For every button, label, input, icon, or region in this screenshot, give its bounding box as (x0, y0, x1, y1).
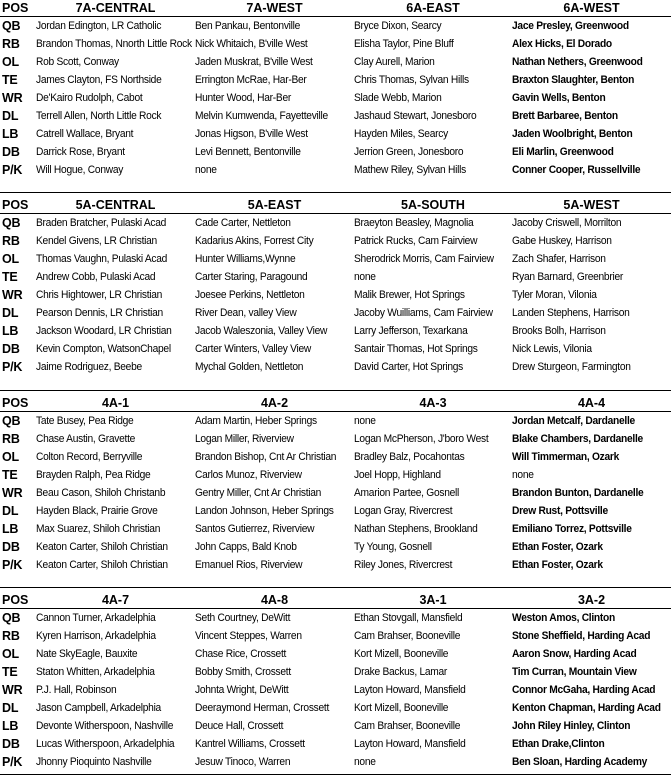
player-cell: David Carter, Hot Springs (354, 361, 464, 373)
position-label: OL (2, 450, 19, 464)
pos-header: POS (2, 593, 29, 607)
position-label: WR (2, 288, 23, 302)
player-cell: John Capps, Bald Knob (195, 541, 297, 553)
player-cell: Jerrion Green, Jonesboro (354, 146, 464, 158)
player-cell: Kort Mizell, Booneville (354, 648, 449, 660)
conference-header: 4A-2 (260, 396, 289, 410)
player-cell: Eli Marlin, Greenwood (512, 146, 614, 158)
position-label: RB (2, 629, 20, 643)
conference-header: 5A-EAST (247, 198, 302, 212)
player-cell: Jaden Muskrat, B'ville West (195, 56, 313, 68)
position-label: RB (2, 432, 20, 446)
position-label: DB (2, 540, 20, 554)
player-cell: Nate SkyEagle, Bauxite (36, 648, 138, 660)
player-cell: Carter Winters, Valley View (195, 343, 312, 355)
player-cell: Ethan Stovgall, Mansfield (354, 612, 463, 624)
player-cell: Cam Brahser, Booneville (354, 630, 461, 642)
player-cell: Kevin Compton, WatsonChapel (36, 343, 171, 355)
section-divider (0, 192, 671, 193)
table-row (0, 107, 671, 125)
player-cell: Jacoby Wuilliams, Cam Fairview (354, 307, 493, 319)
player-cell: Mathew Riley, Sylvan Hills (354, 164, 466, 176)
player-cell: Deuce Hall, Crossett (195, 720, 284, 732)
player-cell: Hunter Williams,Wynne (195, 253, 296, 265)
table-row (0, 520, 671, 538)
player-cell: Pearson Dennis, LR Christian (36, 307, 163, 319)
section-header-row (0, 0, 671, 17)
player-cell: Bradley Balz, Pocahontas (354, 451, 465, 463)
player-cell: Colton Record, Berryville (36, 451, 143, 463)
player-cell: Elisha Taylor, Pine Bluff (354, 38, 454, 50)
conference-header: 4A-1 (101, 396, 130, 410)
table-row (0, 268, 671, 286)
table-row (0, 538, 671, 556)
conference-header: 6A-EAST (406, 1, 460, 15)
player-cell: Will Hogue, Conway (36, 164, 124, 176)
conference-header: 4A-8 (260, 593, 289, 607)
player-cell: Bobby Smith, Crossett (195, 666, 291, 678)
player-cell: Joel Hopp, Highland (354, 469, 441, 481)
section-header-row (0, 394, 671, 412)
player-cell: Jordan Metcalf, Dardanelle (512, 415, 635, 427)
table-row (0, 645, 671, 663)
position-label: P/K (2, 755, 23, 769)
section-divider (0, 587, 671, 588)
player-cell: Layton Howard, Mansfield (354, 738, 466, 750)
player-cell: Gavin Wells, Benton (512, 92, 606, 104)
player-cell: Cam Brahser, Booneville (354, 720, 461, 732)
table-row (0, 304, 671, 322)
position-label: LB (2, 719, 19, 733)
position-label: RB (2, 234, 20, 248)
player-cell: Ben Pankau, Bentonville (195, 20, 301, 32)
position-label: LB (2, 127, 19, 141)
player-cell: Deeraymond Herman, Crossett (195, 702, 330, 714)
player-cell: none (354, 756, 376, 768)
player-cell: Malik Brewer, Hot Springs (354, 289, 465, 301)
conference-header: 4A-4 (577, 396, 606, 410)
player-cell: Amarion Partee, Gosnell (354, 487, 460, 499)
pos-header: POS (2, 396, 29, 410)
table-row (0, 53, 671, 71)
table-row (0, 717, 671, 735)
section-header-row (0, 196, 671, 214)
position-label: OL (2, 252, 19, 266)
player-cell: Brandon Thomas, Nnorth Little Rock (36, 38, 192, 50)
player-cell: Ryan Barnard, Greenbrier (512, 271, 624, 283)
player-cell: Ethan Drake,Clinton (512, 738, 605, 750)
position-label: LB (2, 324, 19, 338)
player-cell: Devonte Witherspoon, Nashville (36, 720, 174, 732)
table-row (0, 412, 671, 430)
player-cell: Chris Thomas, Sylvan Hills (354, 74, 469, 86)
player-cell: Beau Cason, Shiloh Christanb (36, 487, 166, 499)
player-cell: Kyren Harrison, Arkadelphia (36, 630, 156, 642)
section-header-row (0, 591, 671, 609)
player-cell: Sherodrick Morris, Cam Fairview (354, 253, 494, 265)
player-cell: Hayden Black, Prairie Grove (36, 505, 158, 517)
table-row (0, 466, 671, 484)
player-cell: Bryce Dixon, Searcy (354, 20, 442, 32)
player-cell: Gabe Huskey, Harrison (512, 235, 612, 247)
position-label: TE (2, 665, 18, 679)
player-cell: Ben Sloan, Harding Academy (512, 756, 648, 768)
table-row (0, 17, 671, 35)
player-cell: Terrell Allen, North Little Rock (36, 110, 162, 122)
player-cell: Nathan Nethers, Greenwood (512, 56, 643, 68)
player-cell: Emiliano Torrez, Pottsville (512, 523, 632, 535)
player-cell: Adam Martin, Heber Springs (195, 415, 317, 427)
player-cell: Braeyton Beasley, Magnolia (354, 217, 474, 229)
table-row (0, 250, 671, 268)
player-cell: Tate Busey, Pea Ridge (36, 415, 134, 427)
player-cell: Ethan Foster, Ozark (512, 559, 603, 571)
player-cell: Cannon Turner, Arkadelphia (36, 612, 156, 624)
table-row (0, 340, 671, 358)
player-cell: Kendel Givens, LR Christian (36, 235, 157, 247)
player-cell: Jacoby Criswell, Morrilton (512, 217, 622, 229)
conference-header: 3A-2 (577, 593, 606, 607)
player-cell: Stone Sheffield, Harding Acad (512, 630, 651, 642)
position-label: DL (2, 306, 19, 320)
player-cell: Jaden Woolbright, Benton (512, 128, 633, 140)
player-cell: none (354, 271, 376, 283)
position-label: RB (2, 37, 20, 51)
player-cell: James Clayton, FS Northside (36, 74, 162, 86)
conference-header: 3A-1 (419, 593, 447, 607)
player-cell: Errington McRae, Har-Ber (195, 74, 307, 86)
table-row (0, 430, 671, 448)
player-cell: Tim Curran, Mountain View (512, 666, 637, 678)
table-row (0, 663, 671, 681)
player-cell: Clay Aurell, Marion (354, 56, 435, 68)
position-label: TE (2, 468, 18, 482)
player-cell: Jashaud Stewart, Jonesboro (354, 110, 477, 122)
position-label: WR (2, 91, 23, 105)
table-row (0, 214, 671, 232)
position-label: QB (2, 414, 21, 428)
conference-header: 5A-SOUTH (401, 198, 465, 212)
player-cell: Jhonny Pioquinto Nashville (36, 756, 152, 768)
player-cell: Landen Stephens, Harrison (512, 307, 630, 319)
player-cell: Brett Barbaree, Benton (512, 110, 618, 122)
player-cell: Kenton Chapman, Harding Acad (512, 702, 661, 714)
player-cell: Tyler Moran, Vilonia (512, 289, 597, 301)
player-cell: Nick Whitaich, B'ville West (195, 38, 308, 50)
player-cell: Nathan Stephens, Brookland (354, 523, 478, 535)
player-cell: Catrell Wallace, Bryant (36, 128, 134, 140)
player-cell: Kantrel Williams, Crossett (195, 738, 305, 750)
table-row (0, 89, 671, 107)
player-cell: Hayden Miles, Searcy (354, 128, 448, 140)
table-row (0, 448, 671, 466)
player-cell: Drew Rust, Pottsville (512, 505, 608, 517)
player-cell: Andrew Cobb, Pulaski Acad (36, 271, 156, 283)
player-cell: Max Suarez, Shiloh Christian (36, 523, 161, 535)
player-cell: Keaton Carter, Shiloh Christian (36, 559, 168, 571)
player-cell: Jason Campbell, Arkadelphia (36, 702, 161, 714)
player-cell: Conner Cooper, Russellville (512, 164, 641, 176)
player-cell: P.J. Hall, Robinson (36, 684, 117, 696)
player-cell: Brayden Ralph, Pea Ridge (36, 469, 151, 481)
pos-header: POS (2, 1, 29, 15)
pos-header: POS (2, 198, 29, 212)
table-row (0, 753, 671, 771)
player-cell: Drew Sturgeon, Farmington (512, 361, 631, 373)
player-cell: Lucas Witherspoon, Arkadelphia (36, 738, 175, 750)
player-cell: Kort Mizell, Booneville (354, 702, 449, 714)
player-cell: Jacob Waleszonia, Valley View (195, 325, 328, 337)
player-cell: Chase Austin, Gravette (36, 433, 136, 445)
player-cell: none (354, 415, 376, 427)
player-cell: Aaron Snow, Harding Acad (512, 648, 637, 660)
player-cell: Keaton Carter, Shiloh Christian (36, 541, 168, 553)
section-divider (0, 390, 671, 391)
position-label: OL (2, 647, 19, 661)
table-row (0, 322, 671, 340)
player-cell: Brooks Bolh, Harrison (512, 325, 606, 337)
player-cell: Emanuel Rios, Riverview (195, 559, 303, 571)
table-row (0, 35, 671, 53)
player-cell: De'Kairo Rudolph, Cabot (36, 92, 143, 104)
player-cell: John Riley Hinley, Clinton (512, 720, 631, 732)
player-cell: Jackson Woodard, LR Christian (36, 325, 172, 337)
player-cell: Landon Johnson, Heber Springs (195, 505, 334, 517)
player-cell: Layton Howard, Mansfield (354, 684, 466, 696)
position-label: OL (2, 55, 19, 69)
table-row (0, 161, 671, 179)
conference-header: 4A-7 (101, 593, 130, 607)
player-cell: Braxton Slaughter, Benton (512, 74, 635, 86)
player-cell: Joesee Perkins, Nettleton (195, 289, 305, 301)
player-cell: Logan McPherson, J'boro West (354, 433, 489, 445)
player-cell: Staton Whitten, Arkadelphia (36, 666, 155, 678)
player-cell: Braden Bratcher, Pulaski Acad (36, 217, 167, 229)
conference-header: 6A-WEST (563, 1, 620, 15)
player-cell: Jaime Rodriguez, Beebe (36, 361, 142, 373)
table-row (0, 556, 671, 574)
position-label: P/K (2, 163, 23, 177)
position-label: TE (2, 270, 18, 284)
table-row (0, 484, 671, 502)
position-label: LB (2, 522, 19, 536)
player-cell: Chase Rice, Crossett (195, 648, 287, 660)
position-label: DL (2, 701, 19, 715)
player-cell: none (195, 164, 217, 176)
position-label: TE (2, 73, 18, 87)
conference-header: 7A-CENTRAL (75, 1, 156, 15)
conference-header: 4A-3 (419, 396, 447, 410)
table-row (0, 681, 671, 699)
player-cell: Zach Shafer, Harrison (512, 253, 606, 265)
player-cell: Carter Staring, Paragound (195, 271, 308, 283)
position-label: DB (2, 737, 20, 751)
player-cell: Hunter Wood, Har-Ber (195, 92, 292, 104)
player-cell: Alex Hicks, El Dorado (512, 38, 612, 50)
table-row (0, 502, 671, 520)
player-cell: none (512, 469, 534, 481)
player-cell: Nick Lewis, Vilonia (512, 343, 592, 355)
position-label: WR (2, 486, 23, 500)
player-cell: Johnta Wright, DeWitt (195, 684, 289, 696)
position-label: QB (2, 19, 21, 33)
player-cell: Santos Gutierrez, Riverview (195, 523, 315, 535)
player-cell: Brandon Bunton, Dardanelle (512, 487, 644, 499)
table-bottom-border (0, 774, 671, 775)
position-label: WR (2, 683, 23, 697)
player-cell: Jordan Edington, LR Catholic (36, 20, 162, 32)
player-cell: Ethan Foster, Ozark (512, 541, 603, 553)
player-cell: Mychal Golden, Nettleton (195, 361, 304, 373)
player-cell: Cade Carter, Nettleton (195, 217, 291, 229)
player-cell: Darrick Rose, Bryant (36, 146, 125, 158)
player-cell: Slade Webb, Marion (354, 92, 442, 104)
table-row (0, 627, 671, 645)
player-cell: Will Timmerman, Ozark (512, 451, 620, 463)
table-row (0, 735, 671, 753)
player-cell: Logan Gray, Rivercrest (354, 505, 453, 517)
position-label: DB (2, 342, 20, 356)
table-row (0, 143, 671, 161)
player-cell: Santair Thomas, Hot Springs (354, 343, 478, 355)
player-cell: Brandon Bishop, Cnt Ar Christian (195, 451, 337, 463)
player-cell: Thomas Vaughn, Pulaski Acad (36, 253, 168, 265)
position-label: DL (2, 109, 19, 123)
conference-header: 5A-CENTRAL (75, 198, 156, 212)
player-cell: Gentry Miller, Cnt Ar Christian (195, 487, 322, 499)
player-cell: Kadarius Akins, Forrest City (195, 235, 314, 247)
player-cell: Vincent Steppes, Warren (195, 630, 302, 642)
player-cell: Logan Miller, Riverview (195, 433, 294, 445)
player-cell: Rob Scott, Conway (36, 56, 119, 68)
player-cell: Jace Presley, Greenwood (512, 20, 629, 32)
table-row (0, 71, 671, 89)
position-label: P/K (2, 558, 23, 572)
conference-header: 5A-WEST (563, 198, 620, 212)
player-cell: Levi Bennett, Bentonville (195, 146, 301, 158)
table-row (0, 358, 671, 376)
player-cell: River Dean, valley View (195, 307, 297, 319)
table-row (0, 699, 671, 717)
table-row (0, 286, 671, 304)
table-row (0, 125, 671, 143)
player-cell: Jesuw Tinoco, Warren (195, 756, 291, 768)
table-row (0, 232, 671, 250)
position-label: QB (2, 611, 21, 625)
player-cell: Melvin Kumwenda, Fayetteville (195, 110, 328, 122)
player-cell: Seth Courtney, DeWitt (195, 612, 291, 624)
player-cell: Chris Hightower, LR Christian (36, 289, 163, 301)
player-cell: Drake Backus, Lamar (354, 666, 448, 678)
table-row (0, 609, 671, 627)
player-cell: Patrick Rucks, Cam Fairview (354, 235, 478, 247)
player-cell: Riley Jones, Rivercrest (354, 559, 453, 571)
position-label: P/K (2, 360, 23, 374)
player-cell: Ty Young, Gosnell (354, 541, 432, 553)
player-cell: Weston Amos, Clinton (512, 612, 615, 624)
player-cell: Connor McGaha, Harding Acad (512, 684, 656, 696)
player-cell: Carlos Munoz, Riverview (195, 469, 302, 481)
position-label: DL (2, 504, 19, 518)
player-cell: Larry Jefferson, Texarkana (354, 325, 468, 337)
player-cell: Blake Chambers, Dardanelle (512, 433, 643, 445)
conference-header: 7A-WEST (246, 1, 303, 15)
position-label: QB (2, 216, 21, 230)
position-label: DB (2, 145, 20, 159)
player-cell: Jonas Higson, B'ville West (195, 128, 308, 140)
